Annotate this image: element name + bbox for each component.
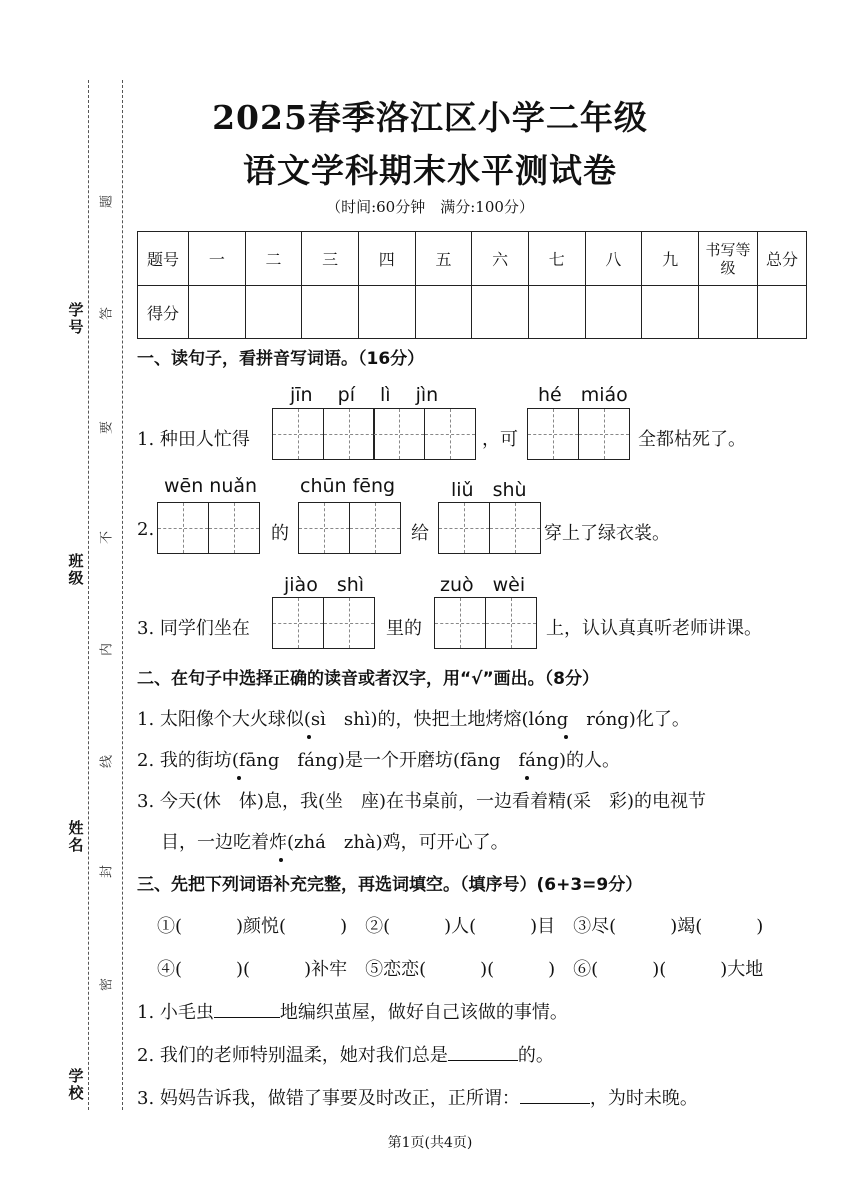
score-input-cell[interactable] bbox=[302, 286, 359, 339]
writing-box[interactable] bbox=[323, 408, 375, 460]
writing-box[interactable] bbox=[489, 502, 541, 554]
pinyin: hé miáo bbox=[538, 384, 628, 406]
writing-box[interactable] bbox=[578, 408, 630, 460]
writing-grid[interactable] bbox=[272, 597, 375, 649]
pinyin: wēn nuǎn bbox=[164, 475, 258, 497]
binding-line-inner bbox=[122, 80, 123, 1110]
question-text: ，为时未晚。 bbox=[589, 1088, 698, 1109]
exam-time-and-score: （时间:60分钟 满分:100分） bbox=[326, 198, 534, 216]
question-text: 里的 bbox=[386, 618, 422, 639]
emphasis-dot bbox=[237, 776, 241, 780]
fill-question bbox=[137, 1041, 554, 1067]
score-input-cell[interactable] bbox=[528, 286, 585, 339]
seal-char: 线 bbox=[99, 755, 115, 769]
score-input-cell[interactable] bbox=[358, 286, 415, 339]
question-text: 穿上了绿衣裳。 bbox=[544, 523, 670, 544]
writing-box[interactable] bbox=[349, 502, 401, 554]
school-label: 学校 bbox=[68, 1067, 84, 1102]
writing-box[interactable] bbox=[527, 408, 579, 460]
emphasis-dot bbox=[525, 776, 529, 780]
seal-char: 答 bbox=[99, 307, 115, 321]
section2-heading: 二、在句子中选择正确的读音或者汉字，用“√”画出。（8分） bbox=[137, 669, 600, 689]
question-text: 目，一边吃着炸(zhá zhà)鸡，可开心了。 bbox=[161, 832, 509, 853]
score-input-cell[interactable] bbox=[699, 286, 758, 339]
emphasis-dot bbox=[307, 735, 311, 739]
score-input-cell[interactable] bbox=[245, 286, 302, 339]
section1-heading: 一、读句子，看拼音写词语。（16分） bbox=[137, 349, 425, 369]
pinyin: liǔ shù bbox=[451, 479, 527, 501]
score-input-cell[interactable] bbox=[472, 286, 529, 339]
score-header-cell: 二 bbox=[245, 232, 302, 286]
score-header-cell: 书写等级 bbox=[699, 232, 758, 286]
page-footer: 第1页(共4页) bbox=[387, 1135, 473, 1151]
class-label: 班级 bbox=[68, 552, 84, 587]
seal-char: 密 bbox=[99, 978, 115, 992]
seal-char: 内 bbox=[99, 643, 115, 657]
score-header-cell: 四 bbox=[358, 232, 415, 286]
writing-box[interactable] bbox=[373, 408, 425, 460]
writing-box[interactable] bbox=[157, 502, 209, 554]
question-text: 1. 小毛虫 bbox=[137, 1002, 214, 1023]
score-input-cell[interactable] bbox=[758, 286, 807, 339]
question-text: 2. 我的街坊(fāng fáng)是一个开磨坊(fāng fáng)的人。 bbox=[137, 750, 621, 771]
score-header-cell: 三 bbox=[302, 232, 359, 286]
writing-grid[interactable] bbox=[157, 502, 260, 554]
score-header-cell: 总分 bbox=[758, 232, 807, 286]
score-input-cell[interactable] bbox=[642, 286, 699, 339]
score-header-cell: 一 bbox=[189, 232, 246, 286]
question-text: 2. 我们的老师特别温柔，她对我们总是 bbox=[137, 1045, 448, 1066]
writing-grid[interactable] bbox=[527, 408, 630, 460]
score-header-cell: 七 bbox=[528, 232, 585, 286]
binding-line-outer bbox=[88, 80, 89, 1110]
writing-grid[interactable] bbox=[438, 502, 541, 554]
exam-title-line1: 2025春季洛江区小学二年级 bbox=[212, 98, 648, 137]
writing-box[interactable] bbox=[485, 597, 537, 649]
writing-box[interactable] bbox=[323, 597, 375, 649]
fill-question bbox=[137, 998, 568, 1024]
writing-box[interactable] bbox=[208, 502, 260, 554]
question-text: 1. 种田人忙得 bbox=[137, 429, 250, 450]
pinyin: zuò wèi bbox=[440, 574, 526, 596]
idiom-row: ④( )( )补牢 ⑤恋恋( )( ) ⑥( )( )大地 bbox=[157, 959, 764, 980]
writing-box[interactable] bbox=[272, 597, 324, 649]
writing-grid[interactable] bbox=[272, 408, 476, 460]
score-header-cell: 五 bbox=[415, 232, 472, 286]
score-header-cell: 六 bbox=[472, 232, 529, 286]
pinyin: chūn fēng bbox=[300, 475, 396, 497]
score-input-cell[interactable] bbox=[585, 286, 642, 339]
writing-box[interactable] bbox=[434, 597, 486, 649]
score-input-cell[interactable] bbox=[415, 286, 472, 339]
question-text: 2. bbox=[137, 519, 155, 540]
question-text: 上，认认真真听老师讲课。 bbox=[546, 618, 762, 639]
writing-box[interactable] bbox=[298, 502, 350, 554]
question-text: 的 bbox=[271, 523, 289, 544]
exam-title-line2: 语文学科期末水平测试卷 bbox=[243, 151, 617, 190]
question-text: 的。 bbox=[517, 1045, 554, 1066]
question-text: 3. 今天(休 体)息，我(坐 座)在书桌前，一边看着精(采 彩)的电视节 bbox=[137, 791, 707, 812]
question-text: 全都枯死了。 bbox=[638, 429, 746, 450]
emphasis-dot bbox=[564, 735, 568, 739]
score-input-cell[interactable] bbox=[189, 286, 246, 339]
writing-box[interactable] bbox=[438, 502, 490, 554]
section3-heading: 三、先把下列词语补充完整，再选词填空。（填序号）(6+3=9分） bbox=[137, 875, 643, 895]
student-id-label: 学号 bbox=[68, 301, 84, 336]
name-label: 姓名 bbox=[68, 819, 84, 854]
pinyin: jīn pí lì jìn bbox=[290, 384, 439, 406]
seal-char: 不 bbox=[99, 531, 115, 545]
pinyin: jiào shì bbox=[284, 574, 365, 596]
question-text: 3. 妈妈告诉我，做错了事要及时改正，正所谓： bbox=[137, 1088, 520, 1109]
answer-blank[interactable] bbox=[214, 999, 280, 1018]
question-text: 3. 同学们坐在 bbox=[137, 618, 250, 639]
question-text: 给 bbox=[411, 523, 429, 544]
emphasis-dot bbox=[279, 858, 283, 862]
writing-box[interactable] bbox=[424, 408, 476, 460]
score-header-cell: 八 bbox=[585, 232, 642, 286]
answer-blank[interactable] bbox=[520, 1085, 590, 1104]
writing-grid[interactable] bbox=[298, 502, 401, 554]
seal-char: 封 bbox=[99, 865, 115, 879]
answer-blank[interactable] bbox=[448, 1042, 518, 1061]
writing-grid[interactable] bbox=[434, 597, 537, 649]
question-text: 1. 太阳像个大火球似(sì shì)的，快把土地烤熔(lóng róng)化了。 bbox=[137, 709, 690, 730]
score-header-cell: 九 bbox=[642, 232, 699, 286]
seal-char: 题 bbox=[99, 195, 115, 209]
question-text: ，可 bbox=[482, 429, 518, 450]
score-row-label: 得分 bbox=[138, 286, 189, 339]
fill-question bbox=[137, 1084, 698, 1110]
writing-box[interactable] bbox=[272, 408, 324, 460]
seal-char: 要 bbox=[99, 421, 115, 435]
score-table bbox=[137, 231, 807, 339]
score-header-cell: 题号 bbox=[138, 232, 189, 286]
idiom-row: ①( )颜悦( ) ②( )人( )目 ③尽( )竭( ) bbox=[157, 916, 764, 937]
question-text: 地编织茧屋，做好自己该做的事情。 bbox=[279, 1002, 568, 1023]
